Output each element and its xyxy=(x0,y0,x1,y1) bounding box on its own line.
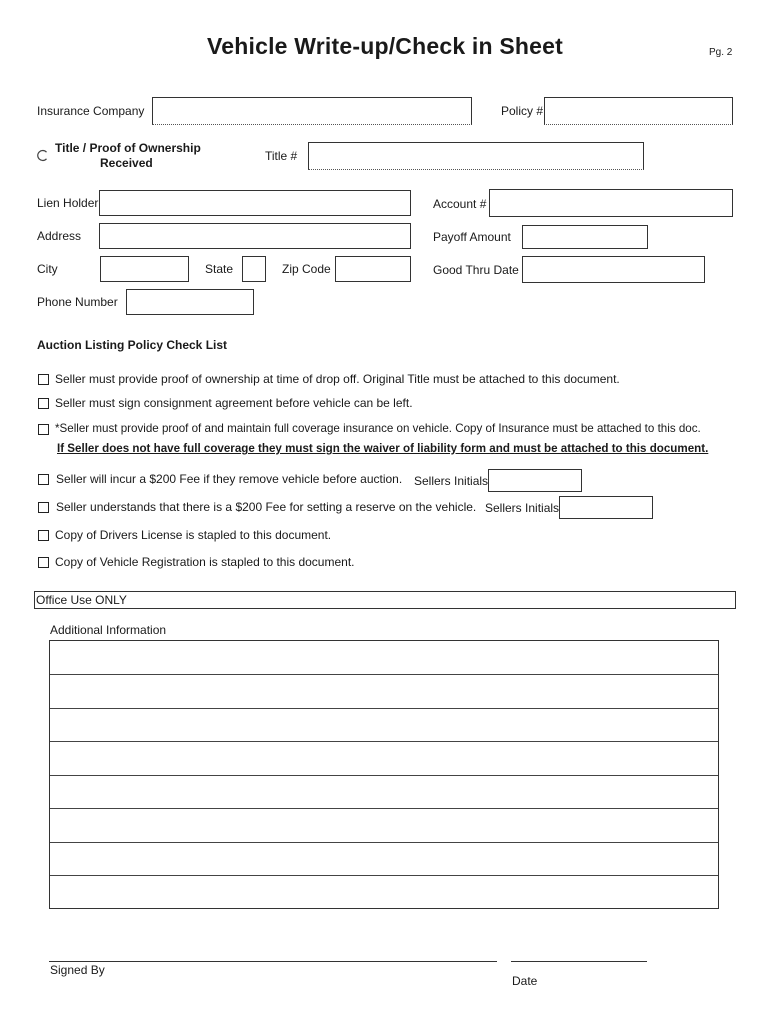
table-row-divider xyxy=(50,741,718,742)
date-line[interactable] xyxy=(511,961,647,962)
policy-label: Policy # xyxy=(501,104,544,118)
additional-info-table[interactable] xyxy=(49,640,719,909)
office-use-bar xyxy=(34,591,736,609)
radio-icon xyxy=(36,149,49,162)
office-use-label: Office Use ONLY xyxy=(36,593,127,607)
date-label: Date xyxy=(512,974,538,988)
insurance-company-field[interactable] xyxy=(152,97,472,125)
title-number-label: Title # xyxy=(265,149,298,163)
checklist-item-5: Seller understands that there is a $200 Fee for setting a reserve on the vehicle. xyxy=(56,500,477,514)
address-label: Address xyxy=(37,229,82,243)
lien-holder-field[interactable] xyxy=(99,190,411,216)
signature-line[interactable] xyxy=(49,961,497,962)
title-proof-label: Title / Proof of Ownership xyxy=(55,141,201,155)
table-row-divider xyxy=(50,808,718,809)
table-row-divider xyxy=(50,674,718,675)
checklist-checkbox-4[interactable] xyxy=(38,474,49,485)
additional-info-label: Additional Information xyxy=(50,623,167,637)
lien-holder-label: Lien Holder xyxy=(37,196,99,210)
waiver-note: If Seller does not have full coverage they must sign the waiver of liability form and must be attached to this document. xyxy=(57,442,709,455)
checklist-item-2: Seller must sign consignment agreement before vehicle can be left. xyxy=(55,396,413,410)
phone-number-label: Phone Number xyxy=(37,295,118,309)
policy-field[interactable] xyxy=(544,97,733,125)
checklist-checkbox-7[interactable] xyxy=(38,557,49,568)
checklist-checkbox-6[interactable] xyxy=(38,530,49,541)
checklist-checkbox-1[interactable] xyxy=(38,374,49,385)
page-number: Pg. 2 xyxy=(709,47,733,58)
checklist-item-6: Copy of Drivers License is stapled to this document. xyxy=(55,528,332,542)
account-field[interactable] xyxy=(489,189,733,217)
checklist-heading: Auction Listing Policy Check List xyxy=(37,338,228,352)
table-row-divider xyxy=(50,708,718,709)
title-received-label: Received xyxy=(100,156,153,170)
city-field[interactable] xyxy=(100,256,189,282)
page-title: Vehicle Write-up/Check in Sheet xyxy=(207,33,563,59)
city-label: City xyxy=(37,262,58,276)
checklist-checkbox-2[interactable] xyxy=(38,398,49,409)
title-number-field[interactable] xyxy=(308,142,644,170)
table-row-divider xyxy=(50,842,718,843)
payoff-amount-label: Payoff Amount xyxy=(433,230,511,244)
insurance-company-label: Insurance Company xyxy=(37,104,145,118)
good-thru-date-field[interactable] xyxy=(522,256,705,283)
state-field[interactable] xyxy=(242,256,266,282)
checklist-item-3: *Seller must provide proof of and maintain full coverage insurance on vehicle. Copy of Insurance must be attached to this doc. xyxy=(55,422,701,435)
sellers-initials-field-1[interactable] xyxy=(488,469,582,492)
sellers-initials-field-2[interactable] xyxy=(559,496,653,519)
checklist-checkbox-5[interactable] xyxy=(38,502,49,513)
title-received-radio[interactable] xyxy=(36,149,49,162)
sellers-initials-label-1: Sellers Initials xyxy=(414,474,489,488)
zip-code-label: Zip Code xyxy=(282,262,331,276)
good-thru-date-label: Good Thru Date xyxy=(433,263,519,277)
payoff-amount-field[interactable] xyxy=(522,225,648,249)
sellers-initials-label-2: Sellers Initials xyxy=(485,501,560,515)
zip-code-field[interactable] xyxy=(335,256,411,282)
address-field[interactable] xyxy=(99,223,411,249)
state-label: State xyxy=(205,262,234,276)
table-row-divider xyxy=(50,875,718,876)
account-label: Account # xyxy=(433,197,487,211)
checklist-item-7: Copy of Vehicle Registration is stapled to this document. xyxy=(55,555,355,569)
table-row-divider xyxy=(50,775,718,776)
phone-number-field[interactable] xyxy=(126,289,254,315)
signed-by-label: Signed By xyxy=(50,963,105,977)
checklist-item-4: Seller will incur a $200 Fee if they remove vehicle before auction. xyxy=(56,472,403,486)
checklist-item-1: Seller must provide proof of ownership at time of drop off. Original Title must be attached to this document. xyxy=(55,372,620,386)
checklist-checkbox-3[interactable] xyxy=(38,424,49,435)
